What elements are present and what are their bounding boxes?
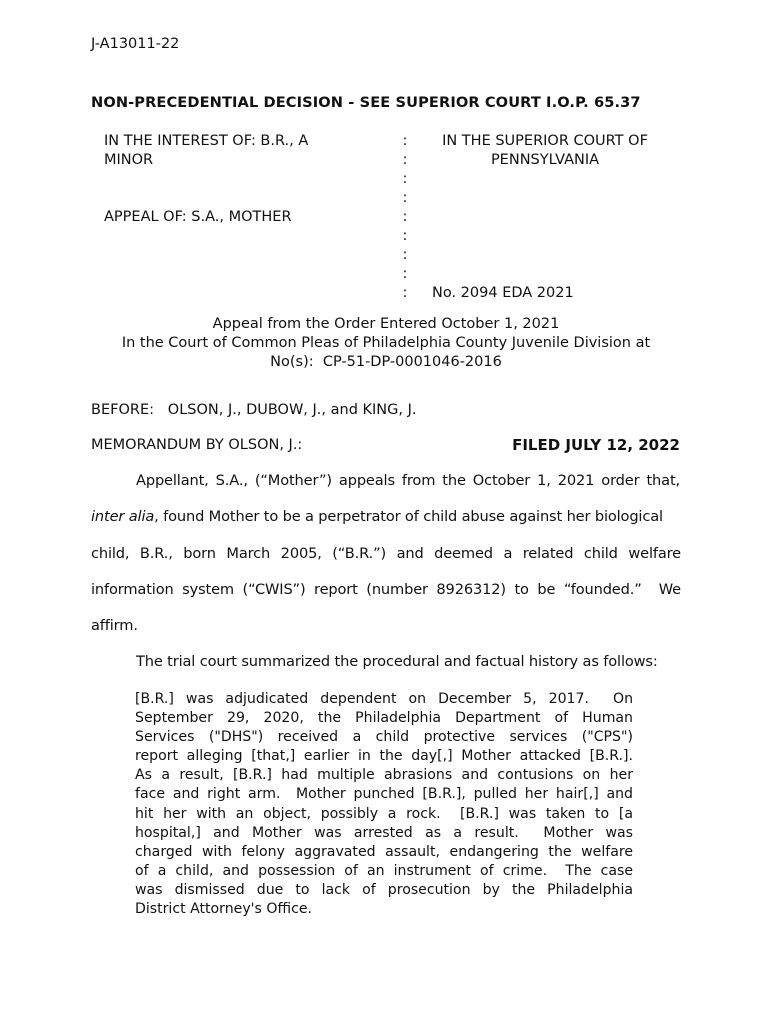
paragraph1-line1: Appellant, S.A., (“Mother”) appeals from the October 1, 2021 order that, xyxy=(136,472,680,489)
docket-id: J-A13011-22 xyxy=(91,36,180,52)
paragraph1-line2 xyxy=(91,508,681,525)
caption-colon: : xyxy=(402,266,408,282)
block-quote xyxy=(135,690,633,919)
case-number: No. 2094 EDA 2021 xyxy=(432,285,574,301)
caption-colon: : xyxy=(402,190,408,206)
quote-line: face and right arm. Mother punched [B.R.], pulled her hair[,] and xyxy=(135,786,633,803)
paragraph1-line3: child, B.R., born March 2005, (“B.R.”) and deemed a related child welfare xyxy=(91,545,681,562)
appeal-info-line2: In the Court of Common Pleas of Philadelphia County Juvenile Division at xyxy=(121,335,651,351)
paragraph1-line2-rest: , found Mother to be a perpetrator of child abuse against her biological xyxy=(154,508,663,525)
decision-heading: NON-PRECEDENTIAL DECISION - SEE SUPERIOR COURT I.O.P. 65.37 xyxy=(91,94,641,111)
caption-colon: : xyxy=(402,247,408,263)
quote-line: was dismissed due to lack of prosecution by the Philadelphia xyxy=(135,881,633,898)
caption-colon: : xyxy=(402,152,408,168)
appeal-info-line3: No(s): CP-51-DP-0001046-2016 xyxy=(270,354,502,370)
quote-line: District Attorney's Office. xyxy=(135,901,312,918)
quote-line: September 29, 2020, the Philadelphia Department of Human xyxy=(135,710,633,727)
paragraph2: The trial court summarized the procedural and factual history as follows: xyxy=(136,653,658,670)
quote-line: hospital,] and Mother was arrested as a result. Mother was xyxy=(135,824,633,841)
court-name-line2: PENNSYLVANIA xyxy=(490,152,600,168)
panel-judges: BEFORE: OLSON, J., DUBOW, J., and KING, J. xyxy=(91,402,417,418)
appeal-info xyxy=(91,315,681,372)
court-name-line1: IN THE SUPERIOR COURT OF xyxy=(442,133,648,149)
quote-line: charged with felony aggravated assault, endangering the welfare xyxy=(135,843,633,860)
paragraph1-line5: affirm. xyxy=(91,617,138,634)
caption-colon: : xyxy=(402,209,408,225)
caption-party-line1: IN THE INTEREST OF: B.R., A xyxy=(104,133,309,149)
caption-colon: : xyxy=(402,228,408,244)
quote-line: hit her with an object, possibly a rock. [B.R.] was taken to [a xyxy=(135,805,633,822)
paragraph1-line4: information system (“CWIS”) report (number 8926312) to be “founded.” We xyxy=(91,581,681,598)
quote-line: [B.R.] was adjudicated dependent on December 5, 2017. On xyxy=(135,691,633,707)
caption-colon: : xyxy=(402,171,408,187)
filed-date: FILED JULY 12, 2022 xyxy=(512,436,680,454)
caption-appeal-of: APPEAL OF: S.A., MOTHER xyxy=(104,209,292,225)
caption-colon: : xyxy=(402,133,408,149)
quote-line: report alleging [that,] earlier in the day[,] Mother attacked [B.R.]. xyxy=(135,748,633,765)
caption-colon: : xyxy=(402,285,408,301)
latin-phrase: inter alia xyxy=(91,508,155,525)
memorandum-author: MEMORANDUM BY OLSON, J.: xyxy=(91,437,303,453)
quote-line: Services ("DHS") received a child protective services ("CPS") xyxy=(135,729,633,746)
appeal-info-line1: Appeal from the Order Entered October 1, 2021 xyxy=(212,316,560,332)
caption-party-line2: MINOR xyxy=(104,152,154,168)
quote-line: As a result, [B.R.] had multiple abrasions and contusions on her xyxy=(135,767,633,784)
quote-line: of a child, and possession of an instrument of crime. The case xyxy=(135,862,633,879)
